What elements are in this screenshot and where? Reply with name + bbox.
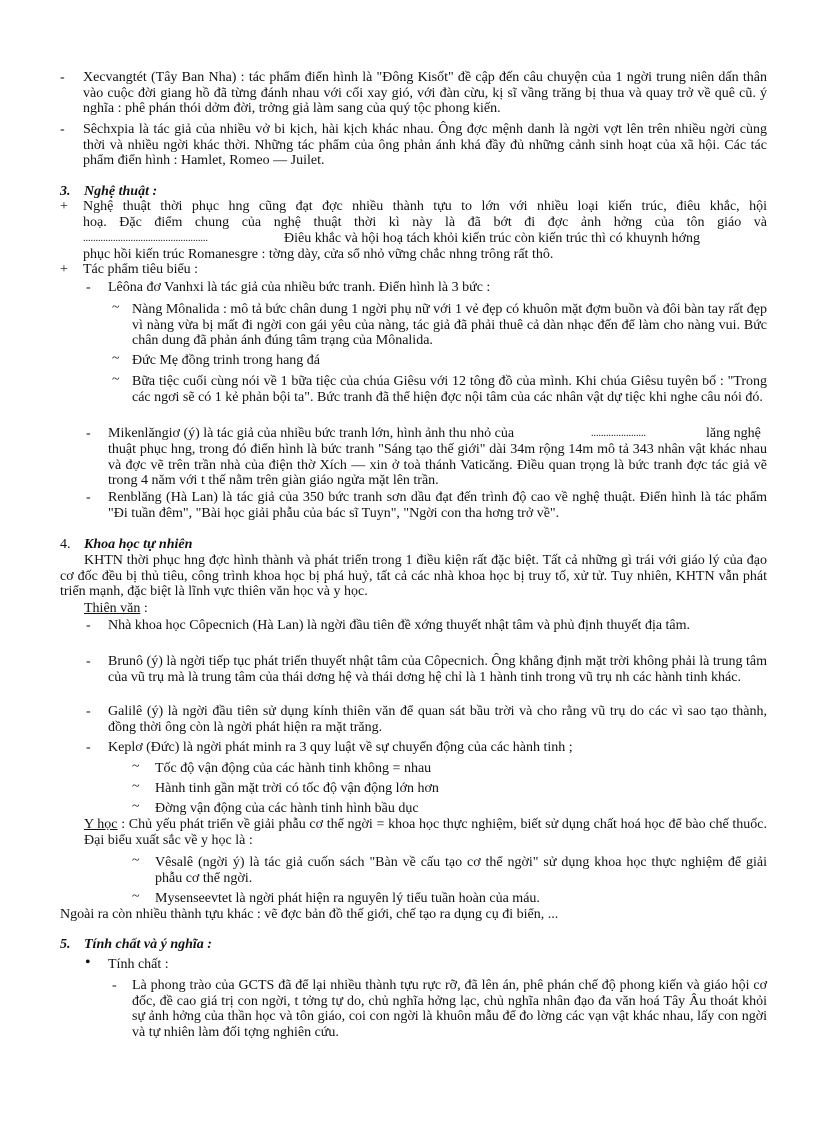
para-keplo: Keplơ (Đức) là ngời phát minh ra 3 quy luật về sự chuyển động của các hành tinh ; [108,740,573,755]
tilde-marker: ~ [112,351,120,366]
para-copecnich: Nhà khoa học Côpecnich (Hà Lan) là ngời đầu tiên đề xớng thuyết nhật tâm và phủ định thuyết địa tâm. [108,618,691,633]
section-3-title: Nghệ thuật : [84,184,158,199]
keplo-law-1: Tốc độ vận động của các hành tinh không = nhau [155,761,432,776]
tilde-marker: ~ [112,372,120,387]
tilde-marker: ~ [132,853,140,868]
dash-marker: - [86,618,91,633]
dash-marker: - [86,280,91,295]
para-mike-line-1b: lăng nghệ [706,426,761,441]
tilde-marker: ~ [132,799,140,814]
tilde-marker: ~ [112,300,120,315]
art-line-1: Nghệ thuật thời phục hng cũng đạt đợc nhiều thành tựu to lớn với nhiều loại kiến trúc, điêu khắc, hội [83,199,767,214]
y-hoc-text: : Chủ yếu phát triển về giải phẫu cơ thể ngời = khoa học thực nghiệm, biết sử dụng chất hoá học để bào chế thuốc. Đại biểu xuất sắc về y học là : [84,817,767,848]
para-galile: Galilê (ý) là ngời đầu tiên sử dụng kính thiên văn để quan sát bầu trời và cho rằng vũ trụ do các vì sao tạo thành, đồng thời ông còn là ngời phát hiện ra mặt trăng. [108,704,767,735]
para-xecvangtet: Xecvangtét (Tây Ban Nha) : tác phẩm điển hình là "Đông Kisốt" đề cập đến câu chuyện của 1 ngời trung niên dấn thân vào cuộc đời giang hồ đã từng đánh nhau với cối xay gió, với đàn cừu, kị sĩ vầng trăng bị thua và quay trở về quê cũ. ý nghĩa : phê phán thói dởm đời, trởng giả làm sang của quý tộc phong kiến. [83,70,767,116]
dash-marker: - [86,426,91,441]
dash-marker: - [60,122,65,137]
section-3-number: 3. [60,184,71,199]
para-y-hoc [84,817,767,848]
para-khtn: KHTN thời phục hng đợc hình thành và phát triển trong 1 điều kiện rất đặc biệt. Tất cả những gì trái với giáo lý của đạo cơ đốc đều bị thủ tiêu, công trình khoa học bị phá huỷ, tất cả các nhà khoa học bị truy tố, xử tử. Tuy nhiên, KHTN vẫn phát triển mạnh, đặc biệt là lĩnh vực thiên văn học và y học. [60,553,767,599]
plus-marker: + [60,262,68,277]
section-5-number: 5. [60,937,71,952]
thien-van-label: Thiên văn [84,601,141,616]
plus-marker: + [60,199,68,214]
para-leona: Lêôna đơ Vanhxi là tác giả của nhiều bức tranh. Điển hình là 3 bức : [108,280,491,295]
thien-van-heading [84,601,148,617]
art-line-3: Điêu khắc và hội hoạ tách khỏi kiến trúc còn kiến trúc thì có khuynh hớng [284,231,701,246]
para-sechxpia: Sêchxpia là tác giả của nhiều vở bi kịch, hài kịch khác nhau. Ông đợc mệnh danh là ngời vợt lên trên nhiều ngời cùng thời và nhiều ngời khác thời. Những tác phẩm của ông phản ánh khá đầy đủ những cảnh sinh hoạt của xã hội. Các tác phẩm điển hình : Hamlet, Romeo — Juilet. [83,122,767,168]
tilde-marker: ~ [132,779,140,794]
dash-marker: - [86,740,91,755]
para-vesale: Vêsalê (ngời ý) là tác giả cuốn sách "Bàn về cấu tạo cơ thể ngời" sử dụng khoa học thực nghiệm để giải phẫu cơ thể ngời. [155,855,767,886]
para-la-phong-trao: Là phong trào của GCTS đã để lại nhiều thành tựu rực rỡ, đã lên án, phê phán chế độ phong kiến và giáo hội cơ đốc, đề cao giá trị con ngời, t tởng tự do, chủ nghĩa hởng lạc, chủ nghĩa nhân đạo đa văn hoá Tây Âu thoát khỏi sự ảnh hởng của thần học và tôn giáo, coi con ngời là khuôn mẫu để đo lờng các vạn vật khác nhau, lấy con ngời và tự nhiên làm đối tợng nghiên cứu. [132,978,767,1040]
dash-marker: - [60,70,65,85]
section-5-title: Tính chất và ý nghĩa : [84,937,212,952]
art-line-2: hoạ. Đặc điểm chung của nghệ thuật thời kì này là đã bớt đi đợc ảnh hởng của tôn giáo và [83,215,767,230]
para-mike-rest: thuật phục hng, trong đó điển hình là bức tranh "Sáng tạo thế giới" dài 34m rộng 14m mô tả 343 nhân vật khác nhau và đợc vẽ trên trần nhà của điện thờ Xích — xin ở toà thánh Vaticăng. Điều quan trọng là bức tranh đợc tác giả vẽ trong 4 năm với t thế nằm trên giàn giáo ngửa mặt lên trần. [108,442,767,488]
para-mike-line-1: Mikenlăngiơ (ý) là tác giả của nhiều bức tranh lớn, hình ảnh thu nhỏ của [108,426,515,441]
para-mike-dots: ...................... [591,428,646,439]
para-monalida: Nàng Mônalida : mô tả bức chân dung 1 ngời phụ nữ với 1 vẻ đẹp có khuôn mặt đợm buồn và đôi bàn tay rất đẹp vì nàng vừa bị mất đi ngời con gái yêu của nàng, tác giả đã phải thuê cả dàn nhạc đến để làm cho nàng vui. Bức chân dung đã phản ánh đúng tâm trạng của Mônalida. [132,302,767,348]
section-4-number: 4. [60,537,71,552]
para-bruno: Brunô (ý) là ngời tiếp tục phát triển thuyết nhật tâm của Côpecnich. Ông khẳng định mặt trời không phải là trung tâm của vũ trụ mà là trung tâm của thái dơng hệ và thái dơng hệ chỉ là 1 hành tinh trong vũ trụ nh các hành tinh khác. [108,654,767,685]
tilde-marker: ~ [132,759,140,774]
para-renblang: Renblăng (Hà Lan) là tác giả của 350 bức tranh sơn dầu đạt đến trình độ cao về nghệ thuật. Điển hình là tác phẩm "Đi tuần đêm", "Bài học giải phẫu của bác sĩ Tuyn", "Ngời con tha hơng trở về". [108,490,767,521]
y-hoc-label: Y học [84,817,118,832]
tilde-marker: ~ [132,889,140,904]
tinh-chat-label: Tính chất : [108,957,169,972]
para-bua-tiec: Bữa tiệc cuối cùng nói về 1 bữa tiệc của chúa Giêsu với 12 tông đồ của mình. Khi chúa Giêsu tuyên bố : "Trong các ngơi sẽ có 1 kẻ phản bội ta". Bức tranh đã thể hiện đợc nội tâm của các nhân vật dự tiệc khi nghe câu nói đó. [132,374,767,405]
dash-marker: - [86,654,91,669]
art-line-3-dots: .................................................. [83,233,208,244]
thien-van-colon: : [140,601,148,616]
keplo-law-2: Hành tinh gần mặt trời có tốc độ vận động lớn hơn [155,781,439,796]
dash-marker: - [86,704,91,719]
keplo-law-3: Đờng vận động của các hành tinh hình bầu dục [155,801,419,816]
para-ngoai-ra: Ngoài ra còn nhiều thành tựu khác : vẽ đợc bản đồ thế giới, chế tạo ra dụng cụ đi biển, ... [60,907,559,922]
dash-marker: - [86,490,91,505]
bullet-marker: • [85,954,91,971]
section-4-title: Khoa học tự nhiên [84,537,193,552]
para-duc-me: Đức Mẹ đồng trinh trong hang đá [132,353,320,368]
art-works-title: Tác phẩm tiêu biểu : [83,262,199,277]
para-mysenseevtet: Mysenseevtet là ngời phát hiện ra nguyên lý tiểu tuần hoàn của máu. [155,891,540,906]
art-line-4: phục hồi kiến trúc Romanesgre : tờng dày, cửa sổ nhỏ vững chắc nhng trông rất thô. [83,247,554,262]
dash-marker: - [112,978,117,993]
